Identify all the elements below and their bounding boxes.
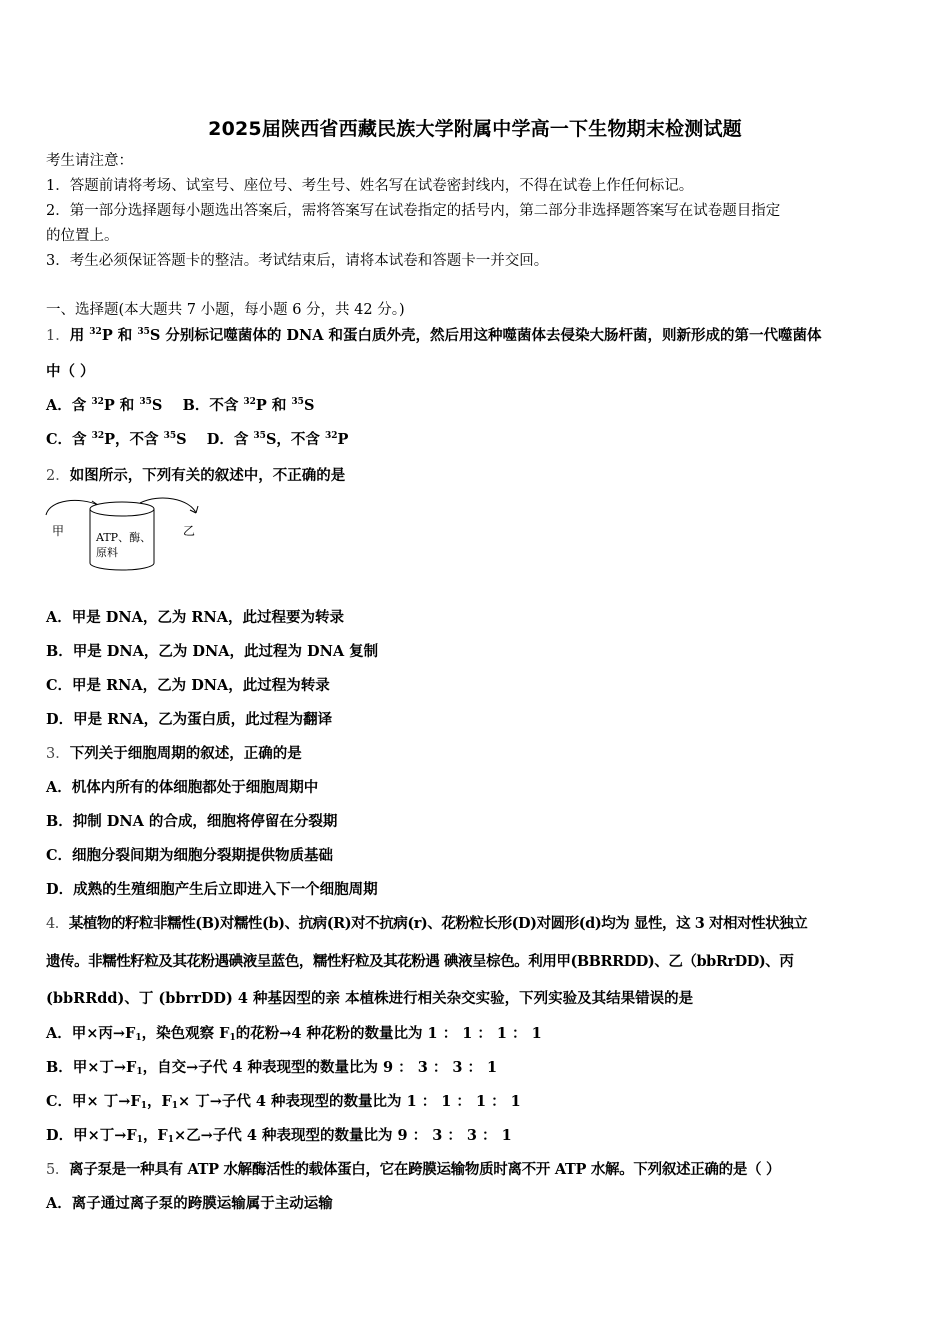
label-inside-1: ATP、酶、	[96, 531, 152, 544]
superscript: 32	[91, 397, 104, 407]
cylinder-diagram	[40, 495, 220, 575]
subscript: 1	[140, 1101, 147, 1111]
text-run: 离子泵是一种具有 ATP 水解酶活性的载体蛋白，它在跨膜运输物质时离不开 ATP 水解。下列叙述正确的是（ ）	[69, 1161, 781, 1178]
superscript: 32	[89, 327, 102, 337]
text-run: 的花粉→4 种花粉的数量比为 1 ： 1 ： 1 ： 1	[235, 1025, 542, 1042]
question-number: 5．	[46, 1162, 70, 1178]
text-run: P 和	[255, 397, 292, 414]
question-4-option-a	[46, 1024, 542, 1044]
question-2-option-c: C．甲是 RNA，乙为 DNA，此过程为转录	[46, 677, 330, 694]
subscript: 1	[135, 1033, 142, 1043]
superscript: 35	[137, 327, 150, 337]
subscript: 1	[167, 1135, 174, 1145]
question-4-option-d	[46, 1126, 512, 1146]
question-1-options-cd	[46, 430, 348, 450]
text-run: P	[337, 431, 349, 448]
text-run: D．甲×丁→F	[46, 1127, 137, 1144]
text-run: 某植物的籽粒非糯性(B)对糯性(b)、抗病(R)对不抗病(r)、花粉粒长形(D)对圆形(d)均为 显性，这 3 对相对性状独立	[68, 915, 808, 932]
question-2-option-a: A．甲是 DNA，乙为 RNA，此过程要为转录	[46, 609, 344, 626]
superscript: 35	[139, 397, 152, 407]
notice-heading: 考生请注意：	[46, 153, 133, 169]
cylinder-top	[90, 502, 154, 516]
question-1-stem	[46, 326, 822, 346]
superscript: 32	[91, 431, 105, 441]
question-number: 3．	[46, 746, 70, 762]
question-3-stem	[46, 744, 302, 764]
label-inside-2: 原料	[96, 546, 118, 559]
subscript: 1	[136, 1067, 143, 1077]
text-run: P 和	[103, 397, 140, 414]
text-run: C．甲× 丁→F	[46, 1093, 141, 1110]
text-run: ×乙→子代 4 种表现型的数量比为 9 ： 3 ： 3 ： 1	[174, 1127, 512, 1144]
text-run: ，染色观察 F	[141, 1025, 230, 1042]
text-run: D．含	[206, 431, 254, 448]
text-run: S，不含	[265, 431, 325, 448]
question-1-options-ab	[46, 396, 314, 416]
text-run: ，F	[146, 1093, 172, 1110]
option-c	[46, 431, 187, 448]
label-yi: 乙	[183, 524, 196, 538]
question-2-stem	[46, 466, 345, 486]
notice-item: 的位置上。	[46, 228, 119, 244]
text-run: P，不含	[104, 431, 164, 448]
question-4-option-c	[46, 1092, 521, 1112]
question-5-option-a: A．离子通过离子泵的跨膜运输属于主动运输	[46, 1195, 333, 1212]
superscript: 32	[324, 431, 338, 441]
question-4-stem	[46, 914, 807, 934]
text-run: B．甲×丁→F	[46, 1059, 137, 1076]
question-3-option-a: A．机体内所有的体细胞都处于细胞周期中	[46, 779, 319, 796]
text-run: S	[303, 397, 315, 414]
question-2-option-b: B．甲是 DNA，乙为 DNA，此过程为 DNA 复制	[46, 643, 379, 660]
label-jia: 甲	[52, 524, 65, 538]
text-run: ，F	[142, 1127, 168, 1144]
text-run: 下列关于细胞周期的叙述，正确的是	[69, 745, 302, 762]
text-run: S	[151, 397, 163, 414]
superscript: 35	[163, 431, 177, 441]
text-run: 用	[69, 327, 90, 344]
notice-item: 3．考生必须保证答题卡的整洁。考试结束后，请将本试卷和答题卡一并交回。	[46, 253, 549, 269]
section-heading: 一、选择题(本大题共 7 小题，每小题 6 分，共 42 分。)	[46, 302, 405, 318]
text-run: S	[176, 431, 187, 448]
subscript: 1	[171, 1101, 179, 1111]
question-5-stem	[46, 1160, 780, 1180]
text-run: P 和	[101, 327, 138, 344]
question-4-stem-line-3: (bbRRdd)、丁 (bbrrDD) 4 种基因型的亲 本植株进行相关杂交实验，下列实验及其结果错误的是	[46, 990, 694, 1007]
superscript: 32	[243, 397, 256, 407]
option-b	[183, 397, 315, 414]
text-run: B．不含	[182, 397, 244, 414]
text-run: 如图所示，下列有关的叙述中，不正确的是	[69, 467, 346, 484]
text-run: S 分别标记噬菌体的 DNA 和蛋白质外壳，然后用这种噬菌体去侵染大肠杆菌，则新形成的第一代噬菌体	[149, 327, 822, 344]
subscript: 1	[136, 1135, 143, 1145]
superscript: 35	[291, 397, 304, 407]
question-4-option-b	[46, 1058, 497, 1078]
question-number: 1．	[46, 328, 70, 344]
text-run: A．甲×丙→F	[46, 1025, 136, 1042]
option-a	[46, 397, 162, 414]
question-number: 4．	[46, 916, 69, 932]
subscript: 1	[229, 1033, 236, 1043]
text-run: × 丁→子代 4 种表现型的数量比为 1 ： 1 ： 1 ： 1	[178, 1093, 521, 1110]
question-number: 2．	[46, 468, 70, 484]
text-run: A．含	[46, 397, 92, 414]
question-3-option-b: B．抑制 DNA 的合成，细胞将停留在分裂期	[46, 813, 338, 830]
question-4-stem-line-2: 遗传。非糯性籽粒及其花粉遇碘液呈蓝色，糯性籽粒及其花粉遇 碘液呈棕色。利用甲(BBRRDD)、乙（bbRrDD)、丙	[46, 953, 794, 970]
text-run: ，自交→子代 4 种表现型的数量比为 9 ： 3 ： 3 ： 1	[142, 1059, 498, 1076]
notice-item: 2．第一部分选择题每小题选出答案后，需将答案写在试卷指定的括号内，第二部分非选择题答案写在试卷题目指定	[46, 203, 781, 219]
text-run: C．含	[46, 431, 92, 448]
question-1-stem-cont: 中（ ）	[46, 363, 95, 380]
question-2-option-d: D．甲是 RNA，乙为蛋白质，此过程为翻译	[46, 711, 333, 728]
page-title: 2025届陕西省西藏民族大学附属中学高一下生物期末检测试题	[208, 118, 742, 140]
option-d	[207, 431, 349, 448]
superscript: 35	[253, 431, 266, 441]
notice-item: 1．答题前请将考场、试室号、座位号、考生号、姓名写在试卷密封线内，不得在试卷上作任何标记。	[46, 178, 694, 194]
question-3-option-c: C．细胞分裂间期为细胞分裂期提供物质基础	[46, 847, 334, 864]
question-3-option-d: D．成熟的生殖细胞产生后立即进入下一个细胞周期	[46, 881, 378, 898]
